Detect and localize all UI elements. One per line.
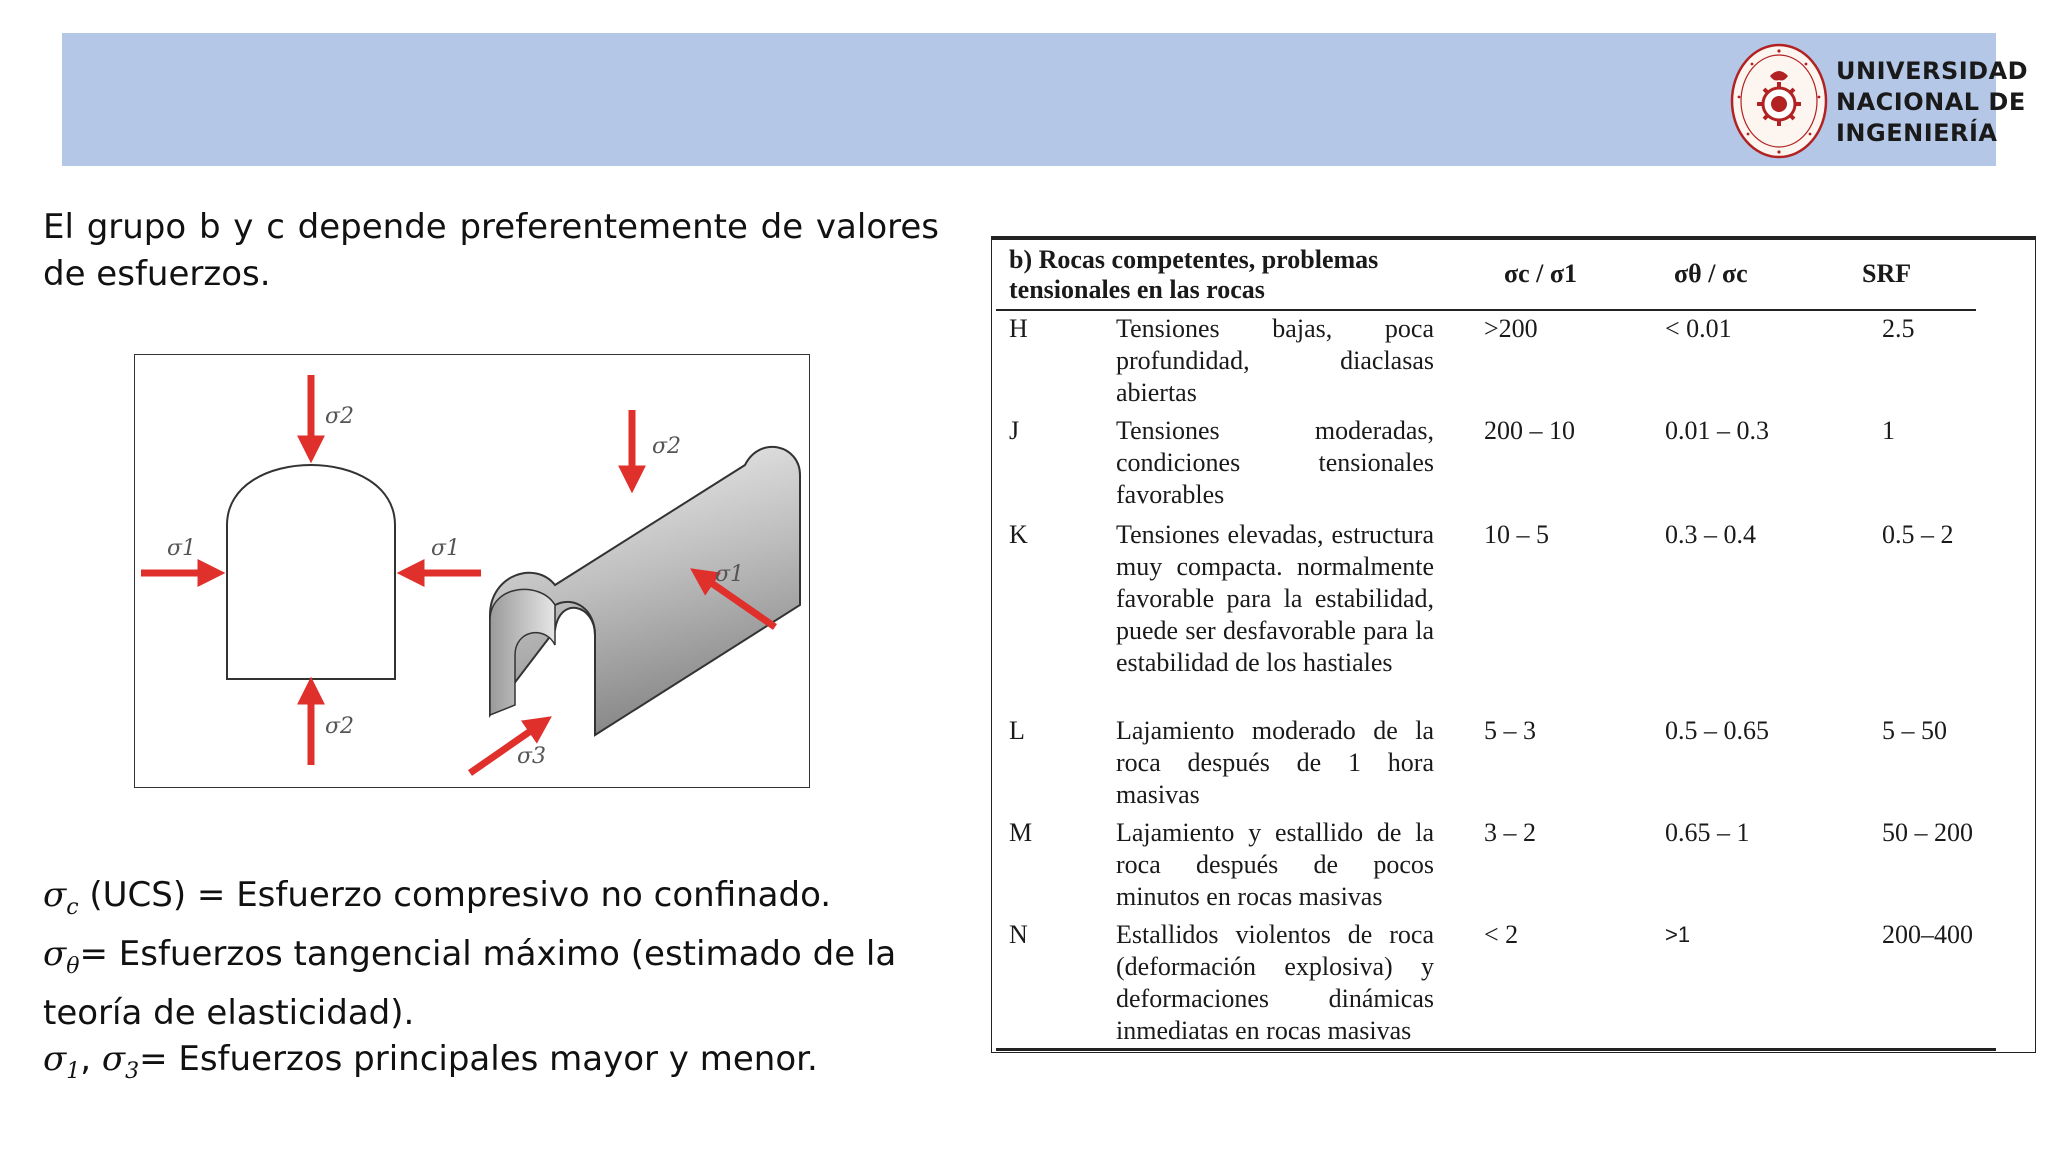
university-seal-logo [1730, 42, 1828, 160]
table-header-rule [996, 309, 1976, 311]
table-header-col1: σc / σ1 [1504, 259, 1578, 288]
sigma-c-symbol: $\sigma_c$ [43, 875, 79, 920]
sigma1-tunnel-label: σ1 [715, 562, 745, 587]
intro-paragraph: El grupo b y c depende preferentemente de valores de esfuerzos. [43, 207, 939, 294]
row-sigma-c-ratio: < 2 [1484, 920, 1519, 949]
sigma-1-symbol: $\sigma_1$ [43, 1038, 81, 1084]
row-description: Lajamiento moderado de la roca después de 1 hora masivas [1116, 716, 1434, 809]
row-sigma-c-ratio: 3 – 2 [1484, 818, 1536, 847]
stress-diagram [134, 354, 810, 788]
row-code: N [1009, 920, 1028, 949]
university-name-line-3: INGENIERÍA [1836, 119, 1998, 147]
row-sigma-c-ratio: >200 [1484, 314, 1538, 343]
sigma2-top-label: σ2 [325, 404, 355, 429]
srf-table [991, 236, 2036, 1053]
definition-sigma-c: $\sigma_c$ (UCS) = Esfuerzo compresivo no confinado. [43, 875, 832, 920]
header-band [62, 33, 1996, 166]
row-sigma-theta-ratio: 0.65 – 1 [1665, 818, 1750, 847]
tunnel-cross-section [227, 465, 395, 679]
sigma1-right-label: σ1 [431, 536, 461, 561]
table-header-col3: SRF [1862, 259, 1912, 288]
row-code: M [1009, 818, 1033, 847]
definitions-block [43, 872, 983, 1094]
row-code: L [1009, 716, 1025, 745]
row-srf: 50 – 200 [1882, 818, 1973, 847]
row-code: J [1009, 416, 1020, 445]
row-description: Tensiones elevadas, estructura muy compacta. normalmente favorable para la estabilidad, puede ser desfavorable para la estabilidad de los hastiales [1116, 520, 1434, 677]
university-name [1836, 56, 2028, 149]
sigma-3-symbol: $\sigma_3$ [101, 1038, 140, 1084]
row-code: K [1009, 520, 1028, 549]
row-sigma-c-ratio: 5 – 3 [1484, 716, 1536, 745]
row-srf: 5 – 50 [1882, 716, 1947, 745]
row-srf: 200–400 [1882, 920, 1973, 949]
row-description: Tensiones moderadas, condiciones tensionales favorables [1116, 416, 1434, 509]
row-code: H [1009, 314, 1028, 343]
table-header-col2: σθ / σc [1674, 259, 1748, 288]
row-description: Lajamiento y estallido de la roca después de pocos minutos en rocas masivas [1116, 818, 1434, 911]
row-srf: 2.5 [1882, 314, 1915, 343]
definition-sigma-theta: $\sigma_\theta=$ Esfuerzos tangencial máximo (estimado de la teoría de elasticidad). [43, 933, 897, 1033]
row-sigma-c-ratio: 200 – 10 [1484, 416, 1575, 445]
table-bottom-rule [996, 1048, 1996, 1051]
row-sigma-c-ratio: 10 – 5 [1484, 520, 1549, 549]
definition-sigma-1-3: $\sigma_1$, $\sigma_3=$ Esfuerzos principales mayor y menor. [43, 1038, 818, 1084]
row-sigma-theta-ratio: 0.01 – 0.3 [1665, 416, 1769, 445]
sigma2-bottom-label: σ2 [325, 714, 355, 739]
sigma1-left-label: σ1 [167, 536, 197, 561]
table-header [992, 239, 2035, 309]
university-name-line-2: NACIONAL DE [1836, 88, 2026, 116]
row-sigma-theta-ratio: 0.5 – 0.65 [1665, 716, 1769, 745]
row-description: Tensiones bajas, poca profundidad, diaclasas abiertas [1116, 314, 1434, 407]
row-srf: 1 [1882, 416, 1895, 445]
university-name-line-1: UNIVERSIDAD [1836, 57, 2029, 85]
row-sigma-theta-ratio: >1 [1665, 922, 1691, 947]
table-header-title: b) Rocas competentes, problemas tensionales en las rocas [1009, 245, 1379, 304]
row-srf: 0.5 – 2 [1882, 520, 1954, 549]
row-description: Estallidos violentos de roca (deformación explosiva) y deformaciones dinámicas inmediatas en rocas masivas [1116, 920, 1434, 1045]
sigma3-tunnel-label: σ3 [517, 744, 547, 769]
sigma2-tunnel-label: σ2 [652, 434, 682, 459]
row-sigma-theta-ratio: < 0.01 [1665, 314, 1732, 343]
row-sigma-theta-ratio: 0.3 – 0.4 [1665, 520, 1756, 549]
sigma-theta-symbol: $\sigma_\theta$ [43, 933, 80, 979]
stress-diagram-svg [135, 355, 811, 789]
